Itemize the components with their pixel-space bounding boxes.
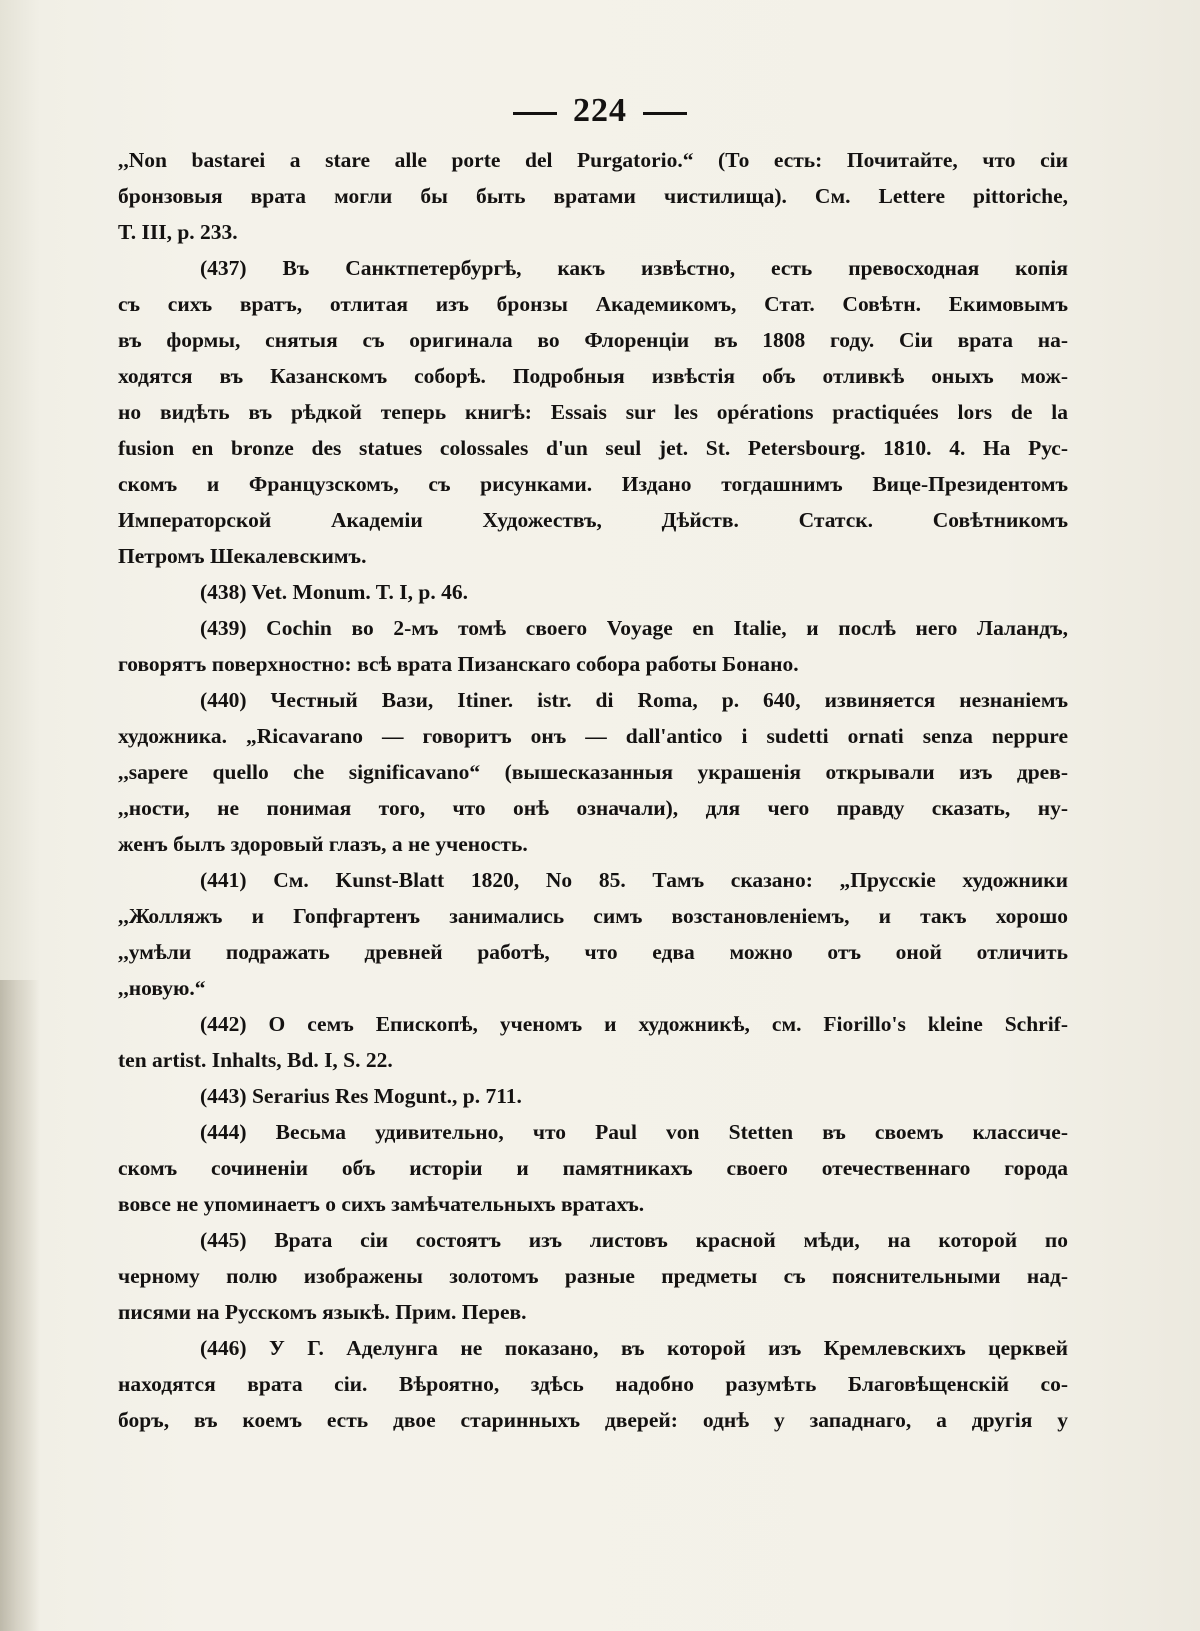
text-line: бронзовыя врата могли бы быть вратами чистилища). См. Lettere pittoriche, xyxy=(118,184,1068,208)
text-line: но видѣть въ рѣдкой теперь книгѣ: Essais sur les opérations practiquées lors de la xyxy=(118,400,1068,424)
text-line: (437) Въ Санктпетербургѣ, какъ извѣстно, есть превосходная копія xyxy=(200,256,1068,280)
text-line: (440) Честный Вази, Itiner. istr. di Roma, p. 640, извиняется незнаніемъ xyxy=(200,688,1068,712)
text-line: (446) У Г. Аделунга не показано, въ которой изъ Кремлевскихъ церквей xyxy=(200,1336,1068,1360)
text-line: скомъ сочиненіи объ исторіи и памятникахъ своего отечественнаго города xyxy=(118,1156,1068,1180)
text-line: находятся врата сіи. Вѣроятно, здѣсь надобно разумѣть Благовѣщенскій со- xyxy=(118,1372,1068,1396)
text-line: (438) Vet. Monum. T. I, p. 46. xyxy=(200,580,468,604)
text-line: ходятся въ Казанскомъ соборѣ. Подробныя извѣстія объ отливкѣ оныхъ мож- xyxy=(118,364,1068,388)
text-line: черному полю изображены золотомъ разные предметы съ пояснительными над- xyxy=(118,1264,1068,1288)
text-line: (442) О семъ Епископѣ, ученомъ и художникѣ, см. Fiorillo's kleine Schrif- xyxy=(200,1012,1068,1036)
text-line: говорятъ поверхностно: всѣ врата Пизанскаго собора работы Бонано. xyxy=(118,652,799,676)
text-line: (443) Serarius Res Mogunt., p. 711. xyxy=(200,1084,522,1108)
text-line: художника. „Ricavarano — говоритъ онъ — dall'antico i sudetti ornati senza neppure xyxy=(118,724,1068,748)
text-line: писями на Русскомъ языкѣ. Прим. Перев. xyxy=(118,1300,527,1324)
text-line: (441) См. Kunst-Blatt 1820, No 85. Тамъ сказано: „Прусскіе художники xyxy=(200,868,1068,892)
footnotes-text xyxy=(118,142,1068,1438)
text-line: боръ, въ коемъ есть двое старинныхъ дверей: однѣ у западнаго, а другія у xyxy=(118,1408,1068,1432)
text-line: ten artist. Inhalts, Bd. I, S. 22. xyxy=(118,1048,393,1072)
text-line: (444) Весьма удивительно, что Paul von Stetten въ своемъ классиче- xyxy=(200,1120,1068,1144)
text-line: ,,новую.“ xyxy=(118,976,206,1000)
text-line: (445) Врата сіи состоятъ изъ листовъ красной мѣди, на которой по xyxy=(200,1228,1068,1252)
header-dash-right xyxy=(643,112,687,115)
text-line: fusion en bronze des statues colossales d'un seul jet. St. Petersbourg. 1810. 4. На Рус- xyxy=(118,436,1068,460)
text-line: Петромъ Шекалевскимъ. xyxy=(118,544,367,568)
text-line: T. III, p. 233. xyxy=(118,220,238,244)
text-line: (439) Cochin во 2-мъ томѣ своего Voyage en Italie, и послѣ него Лаландъ, xyxy=(200,616,1068,640)
page-number: 224 xyxy=(573,92,627,129)
text-line: женъ былъ здоровый глазъ, а не ученость. xyxy=(118,832,528,856)
text-line: въ формы, снятыя съ оригинала во Флоренціи въ 1808 году. Сіи врата на- xyxy=(118,328,1068,352)
text-line: Императорской Академіи Художествъ, Дѣйств. Статск. Совѣтникомъ xyxy=(118,508,1068,532)
text-line: ,,Жолляжъ и Гопфгартенъ занимались симъ возстановленіемъ, и такъ хорошо xyxy=(118,904,1068,928)
text-line: вовсе не упоминаетъ о сихъ замѣчательныхъ вратахъ. xyxy=(118,1192,645,1216)
text-line: скомъ и Французскомъ, съ рисунками. Издано тогдашнимъ Вице-Президентомъ xyxy=(118,472,1068,496)
text-line: ,,ности, не понимая того, что онѣ означали), для чего правду сказать, ну- xyxy=(118,796,1068,820)
header-dash-left xyxy=(513,112,557,115)
page-edge-shadow xyxy=(0,980,40,1631)
text-line: ,,Non bastarei a stare alle porte del Purgatorio.“ (То есть: Почитайте, что сіи xyxy=(118,148,1068,172)
text-line: ,,sapere quello che significavano“ (вышесказанныя украшенія открывали изъ древ- xyxy=(118,760,1068,784)
text-line: ,,умѣли подражать древней работѣ, что едва можно отъ оной отличить xyxy=(118,940,1068,964)
page-header xyxy=(0,92,1200,130)
text-line: съ сихъ вратъ, отлитая изъ бронзы Академикомъ, Стат. Совѣтн. Екимовымъ xyxy=(118,292,1068,316)
